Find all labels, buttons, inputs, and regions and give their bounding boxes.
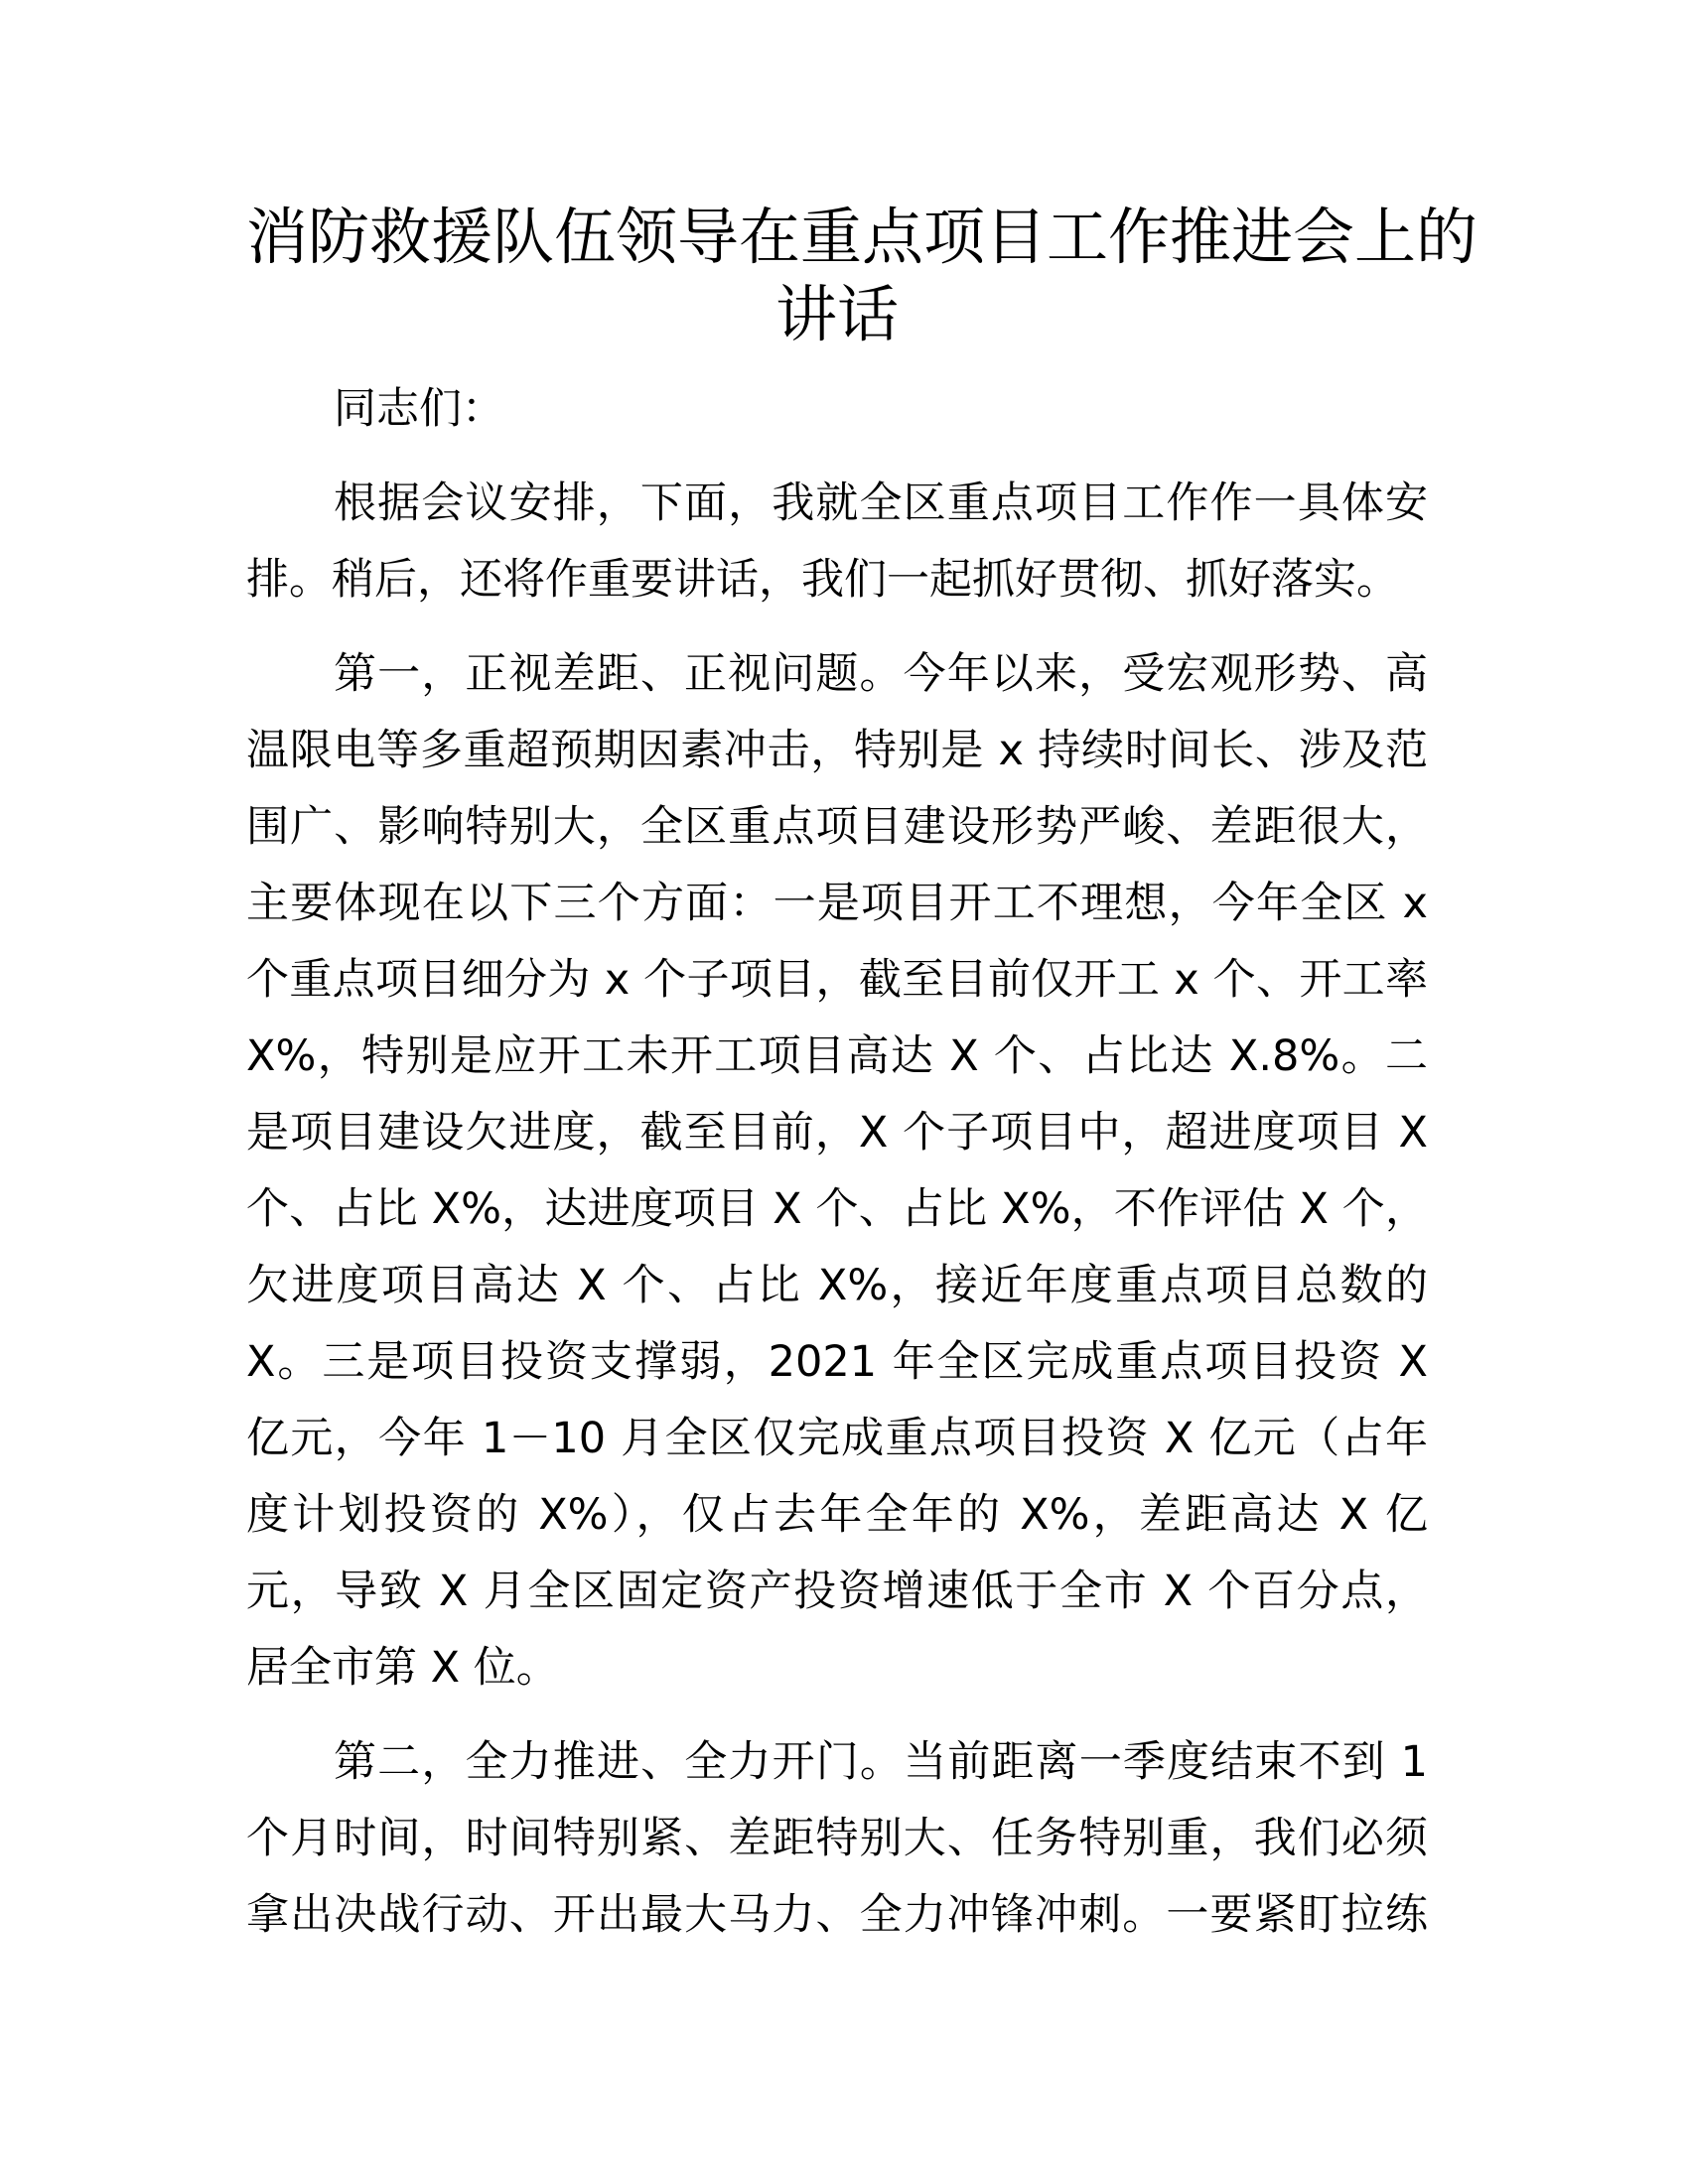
text-line: 是项目建设欠进度，截至目前，X 个子项目中，超进度项目 X — [246, 1108, 1428, 1158]
text-line: 围广、影响特别大，全区重点项目建设形势严峻、差距很大， — [246, 802, 1428, 852]
title-line: 讲话 — [774, 278, 899, 350]
text-line: X%，特别是应开工未开工项目高达 X 个、占比达 X.8%。二 — [246, 1031, 1428, 1081]
document-title — [246, 199, 1478, 353]
text-line: 第二，全力推进、全力开门。当前距离一季度结束不到 1 — [334, 1737, 1428, 1787]
paragraph — [246, 636, 1428, 1706]
text-line: 元，导致 X 月全区固定资产投资增速低于全市 X 个百分点， — [246, 1567, 1428, 1616]
document-page — [246, 199, 1478, 1954]
paragraph — [246, 1724, 1428, 1954]
text-line: 居全市第 X 位。 — [246, 1643, 559, 1693]
text-line: 欠进度项目高达 X 个、占比 X%，接近年度重点项目总数的 — [246, 1261, 1428, 1310]
text-line: 拿出决战行动、开出最大马力、全力冲锋冲刺。一要紧盯拉练 — [246, 1890, 1428, 1940]
text-line: 温限电等多重超预期因素冲击，特别是 x 持续时间长、涉及范 — [246, 726, 1428, 775]
text-line: 度计划投资的 X%），仅占去年全年的 X%，差距高达 X 亿 — [246, 1490, 1428, 1540]
text-line: 根据会议安排，下面，我就全区重点项目工作作一具体安 — [334, 478, 1428, 528]
text-line: 个重点项目细分为 x 个子项目，截至目前仅开工 x 个、开工率 — [246, 955, 1428, 1005]
text-line: X。三是项目投资支撑弱，2021 年全区完成重点项目投资 X — [246, 1337, 1428, 1387]
text-line: 排。稍后，还将作重要讲话，我们一起抓好贯彻、抓好落实。 — [246, 555, 1399, 605]
text-line: 个、占比 X%，达进度项目 X 个、占比 X%，不作评估 X 个， — [246, 1184, 1428, 1234]
text-line: 主要体现在以下三个方面：一是项目开工不理想，今年全区 x — [246, 879, 1428, 928]
document-body — [246, 371, 1428, 1954]
paragraph — [246, 371, 1428, 448]
text-line: 同志们： — [334, 384, 504, 434]
text-line: 个月时间，时间特别紧、差距特别大、任务特别重，我们必须 — [246, 1814, 1428, 1863]
title-line: 消防救援队伍领导在重点项目工作推进会上的 — [246, 201, 1478, 273]
text-line: 亿元，今年 1－10 月全区仅完成重点项目投资 X 亿元（占年 — [246, 1414, 1428, 1463]
paragraph — [246, 466, 1428, 618]
text-line: 第一，正视差距、正视问题。今年以来，受宏观形势、高 — [334, 649, 1428, 699]
